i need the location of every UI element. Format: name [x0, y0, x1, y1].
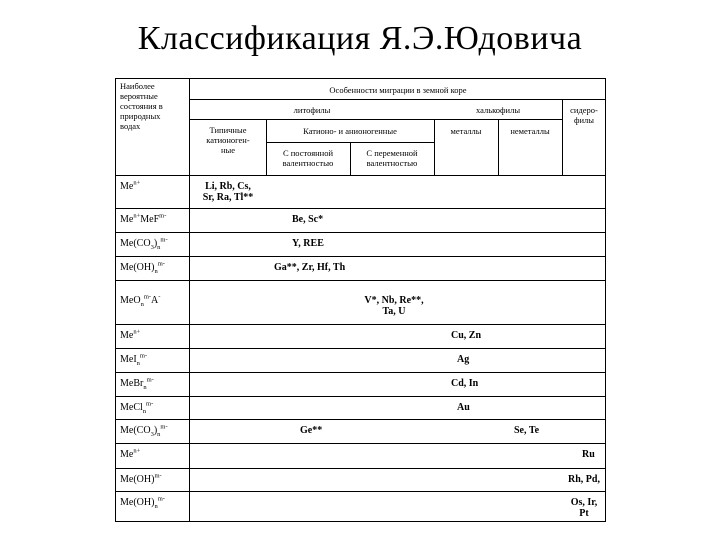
elements-cell: Os, Ir, Pt	[570, 497, 598, 519]
divider	[190, 99, 606, 100]
state-cell: $Me^{n+}$	[120, 328, 141, 341]
classification-table	[115, 78, 606, 522]
nonmetals-header: неметаллы	[510, 126, 550, 136]
state-cell: $Me^{n+}MeF^{m-}$	[120, 212, 167, 225]
state-cell: $Me^{n+}$	[120, 447, 141, 460]
metals-header: металлы	[450, 126, 482, 136]
elements-cell: Be, Sc*	[292, 214, 324, 225]
siderophiles-header: сидеро- филы	[570, 105, 598, 125]
state-cell: MeCl$_n^{m-}$	[120, 400, 154, 415]
elements-cell: Ru	[582, 449, 595, 460]
states-header: Наиболее вероятные состояния в природных водах	[120, 81, 163, 131]
elements-cell: Se, Te	[514, 425, 540, 436]
elements-cell: Ga**, Zr, Hf, Th	[274, 262, 346, 273]
page-title: Классификация Я.Э.Юдовича	[137, 20, 583, 57]
constant-valence-header: С постоянной валентностью	[282, 148, 334, 168]
state-cell: $Me(CO_3)_n^{m-}$	[120, 236, 168, 251]
variable-valence-header: С переменной валентностью	[366, 148, 418, 168]
elements-cell: Ag	[457, 354, 470, 365]
cation-anion-header: Катионо- и анионогенные	[303, 126, 397, 136]
divider	[190, 119, 562, 120]
elements-cell: Cu, Zn	[451, 330, 482, 341]
state-cell: MeBr$_n^{m-}$	[120, 376, 154, 391]
elements-cell: Rh, Pd,	[568, 474, 600, 485]
elements-cell: Ge**	[300, 425, 323, 436]
chalcophiles-header: халькофилы	[475, 105, 521, 115]
lithophiles-header: литофилы	[293, 105, 331, 115]
state-cell: MeI$_n^{m-}$	[120, 352, 148, 367]
state-cell: $Me(CO_3)_n^{m-}$	[120, 423, 168, 438]
elements-cell: Li, Rb, Cs, Sr, Ra, Tl**	[202, 181, 254, 203]
elements-cell: Cd, In	[451, 378, 479, 389]
elements-cell: V*, Nb, Re**, Ta, U	[364, 295, 424, 317]
migration-header: Особенности миграции в земной коре	[329, 85, 467, 95]
state-cell: $Me^{n+}$	[120, 179, 141, 192]
state-cell: $Me(OH)_n^{m-}$	[120, 260, 165, 275]
typical-cationogenic-header: Типичные катионоген- ные	[206, 125, 250, 155]
elements-cell: Au	[457, 402, 470, 413]
elements-cell: Y, REE	[292, 238, 324, 249]
state-cell: $Me(OH)_n^{m-}$	[120, 495, 165, 510]
state-cell: Me(OH)$^{m-}$	[120, 472, 162, 485]
state-cell: MeO$_n^{m-}$A-	[120, 293, 161, 308]
